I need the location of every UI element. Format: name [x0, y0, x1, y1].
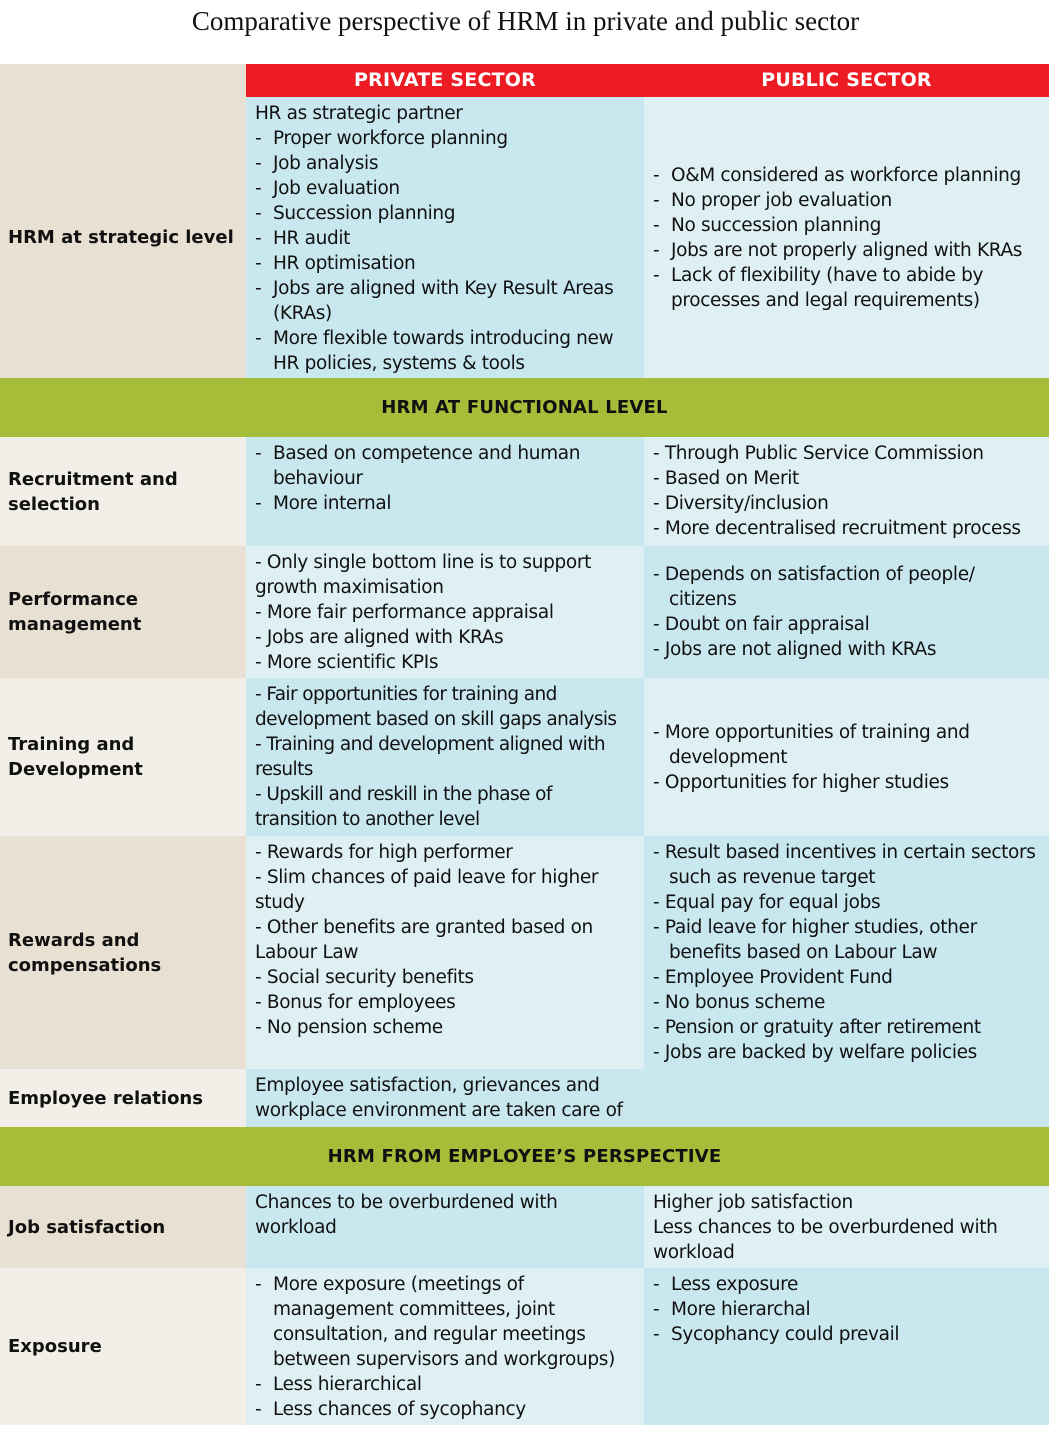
public-cell — [644, 1268, 1049, 1425]
list-item: - No bonus scheme — [653, 992, 825, 1013]
row-label: Job satisfaction — [0, 1186, 246, 1268]
bullet-list — [255, 550, 636, 675]
comparison-table — [0, 64, 1049, 1425]
private-cell — [246, 836, 644, 1069]
row-label: Employee relations — [0, 1069, 246, 1127]
list-item: - Pension or gratuity after retirement — [653, 1017, 981, 1038]
public-cell — [644, 437, 1049, 546]
list-item-text: Jobs are aligned with Key Result Areas (KRAs) — [273, 278, 614, 324]
dash-bullet-icon: - — [255, 1274, 262, 1295]
list-item: - More decentralised recruitment process — [653, 518, 1021, 539]
dash-bullet-icon: - — [255, 493, 262, 514]
row-job-satisfaction — [0, 1186, 1049, 1268]
public-cell — [644, 1186, 1049, 1268]
row-employee-relations — [0, 1069, 1049, 1127]
bullet-list — [255, 126, 636, 376]
list-item: - Training and development aligned with results — [255, 734, 605, 780]
dash-bullet-icon: - — [653, 164, 660, 186]
list-item-text: More flexible towards introducing new HR policies, systems & tools — [273, 328, 614, 374]
list-item — [653, 263, 1041, 313]
list-item: - More scientific KPIs — [255, 652, 439, 673]
cell-intro: HR as strategic partner — [255, 103, 463, 124]
merged-cell — [246, 1069, 1049, 1127]
list-item-text: HR optimisation — [273, 253, 416, 274]
list-item — [255, 491, 636, 516]
list-item: - Opportunities for higher studies — [653, 771, 949, 793]
bullet-list — [653, 163, 1041, 313]
list-item-text: Lack of flexibility (have to abide by processes and legal requirements) — [671, 264, 984, 311]
dash-bullet-icon: - — [653, 1274, 660, 1295]
list-item — [653, 1322, 1041, 1347]
list-item-text: HR audit — [273, 228, 351, 249]
bullet-list — [653, 840, 1041, 1065]
list-item: - Paid leave for higher studies, other benefits based on Labour Law — [653, 917, 977, 963]
public-cell — [644, 546, 1049, 678]
list-item-text: Job analysis — [273, 153, 379, 174]
list-item: - More opportunities of training and development — [653, 721, 970, 768]
bullet-list — [653, 1190, 1041, 1265]
dash-bullet-icon: - — [255, 328, 262, 349]
list-item-text: Less hierarchical — [273, 1374, 422, 1395]
list-item — [255, 441, 636, 491]
row-rewards — [0, 836, 1049, 1069]
private-cell — [246, 546, 644, 678]
public-cell — [644, 678, 1049, 836]
header-row — [0, 64, 1049, 97]
private-cell — [246, 1268, 644, 1425]
list-item-text: Jobs are not properly aligned with KRAs — [671, 239, 1023, 261]
list-item: - Jobs are not aligned with KRAs — [653, 639, 937, 660]
list-item: - Based on Merit — [653, 468, 799, 489]
list-item-text: More hierarchal — [671, 1299, 811, 1320]
dash-bullet-icon: - — [255, 128, 262, 149]
dash-bullet-icon: - — [255, 1374, 262, 1395]
row-label: Exposure — [0, 1268, 246, 1425]
list-item-text: Less exposure — [671, 1274, 798, 1295]
list-item: - Rewards for high performer — [255, 842, 513, 863]
list-item — [255, 226, 636, 251]
list-item — [653, 238, 1041, 263]
list-item — [653, 213, 1041, 238]
row-label: Training and Development — [0, 678, 246, 836]
row-label: Rewards and compensations — [0, 836, 246, 1069]
cell-text: Chances to be overburdened with workload — [255, 1192, 558, 1238]
list-item-text: More internal — [273, 493, 392, 514]
list-item — [653, 163, 1041, 188]
list-item: - Through Public Service Commission — [653, 443, 984, 464]
dash-bullet-icon: - — [255, 278, 262, 299]
bullet-list — [255, 682, 636, 832]
row-training — [0, 678, 1049, 836]
dash-bullet-icon: - — [255, 153, 262, 174]
dash-bullet-icon: - — [255, 228, 262, 249]
row-strategic — [0, 97, 1049, 378]
bullet-list — [653, 720, 1041, 795]
list-item: - Doubt on fair appraisal — [653, 614, 870, 635]
dash-bullet-icon: - — [653, 189, 660, 211]
dash-bullet-icon: - — [653, 1324, 660, 1345]
private-cell — [246, 437, 644, 546]
list-item-text: No succession planning — [671, 214, 882, 236]
list-item — [255, 251, 636, 276]
list-item — [255, 201, 636, 226]
section-band-functional: HRM AT FUNCTIONAL LEVEL — [0, 378, 1049, 437]
list-item: - Jobs are backed by welfare policies — [653, 1042, 977, 1063]
dash-bullet-icon: - — [653, 264, 660, 286]
list-item — [255, 1372, 636, 1397]
list-item: - Upskill and reskill in the phase of transition to another level — [255, 784, 552, 830]
list-item: - Bonus for employees — [255, 992, 456, 1013]
list-item-text: More exposure (meetings of management committees, joint consultation, and regular meetings between supervisors and workgroups) — [273, 1274, 615, 1370]
list-item: - Fair opportunities for training and development based on skill gaps analysis — [255, 684, 617, 730]
dash-bullet-icon: - — [255, 1399, 262, 1420]
dash-bullet-icon: - — [255, 203, 262, 224]
list-item: - No pension scheme — [255, 1017, 443, 1038]
row-label: HRM at strategic level — [0, 97, 246, 378]
list-item — [255, 1272, 636, 1372]
list-item: - More fair performance appraisal — [255, 602, 554, 623]
list-item-text: O&M considered as workforce planning — [671, 164, 1021, 186]
list-item — [255, 151, 636, 176]
row-recruitment — [0, 437, 1049, 546]
bullet-list — [255, 840, 636, 1040]
list-item: - Social security benefits — [255, 967, 474, 988]
dash-bullet-icon: - — [653, 1299, 660, 1320]
page-title: Comparative perspective of HRM in private and public sector — [191, 6, 860, 36]
list-item — [255, 126, 636, 151]
list-item-text: No proper job evaluation — [671, 189, 892, 211]
dash-bullet-icon: - — [255, 178, 262, 199]
list-item — [255, 1397, 636, 1422]
list-item: - Other benefits are granted based on Labour Law — [255, 917, 593, 963]
private-cell — [246, 678, 644, 836]
cell-text: Employee satisfaction, grievances and workplace environment are taken care of — [255, 1075, 623, 1121]
public-cell — [644, 97, 1049, 378]
bullet-list — [653, 562, 1041, 662]
private-cell — [246, 97, 644, 378]
list-item: - Employee Provident Fund — [653, 967, 893, 988]
row-exposure — [0, 1268, 1049, 1425]
header-blank-cell — [0, 64, 246, 97]
list-item-text: Based on competence and human behaviour — [273, 443, 581, 489]
row-label: Recruitment and selection — [0, 437, 246, 546]
dash-bullet-icon: - — [255, 253, 262, 274]
list-item: - Only single bottom line is to support growth maximisation — [255, 552, 592, 598]
list-item-text: Job evaluation — [273, 178, 400, 199]
bullet-list — [255, 441, 636, 516]
dash-bullet-icon: - — [255, 443, 262, 464]
section-band-employee: HRM FROM EMPLOYEE’S PERSPECTIVE — [0, 1127, 1049, 1186]
row-performance — [0, 546, 1049, 678]
list-item-text: Succession planning — [273, 203, 456, 224]
bullet-list — [653, 441, 1041, 541]
list-item-text: Sycophancy could prevail — [671, 1324, 900, 1345]
public-cell — [644, 836, 1049, 1069]
list-item — [653, 1272, 1041, 1297]
list-item: - Equal pay for equal jobs — [653, 892, 881, 913]
bullet-list — [255, 1272, 636, 1422]
dash-bullet-icon: - — [653, 239, 660, 261]
list-item: - Result based incentives in certain sectors such as revenue target — [653, 842, 1036, 888]
list-item: - Slim chances of paid leave for higher study — [255, 867, 599, 913]
list-item-text: Proper workforce planning — [273, 128, 508, 149]
list-item — [255, 176, 636, 201]
list-item: - Diversity/inclusion — [653, 493, 829, 514]
list-item: - Jobs are aligned with KRAs — [255, 627, 504, 648]
column-header-private: PRIVATE SECTOR — [246, 64, 644, 97]
bullet-list — [653, 1272, 1041, 1347]
list-item-text: Less chances of sycophancy — [273, 1399, 526, 1420]
list-item — [255, 276, 636, 326]
column-header-public: PUBLIC SECTOR — [644, 64, 1049, 97]
list-item: Less chances to be overburdened with workload — [653, 1217, 998, 1263]
dash-bullet-icon: - — [653, 214, 660, 236]
private-cell — [246, 1186, 644, 1268]
list-item: Higher job satisfaction — [653, 1192, 853, 1213]
list-item: - Depends on satisfaction of people/ citizens — [653, 564, 975, 610]
list-item — [653, 1297, 1041, 1322]
list-item — [653, 188, 1041, 213]
row-label: Performance management — [0, 546, 246, 678]
list-item — [255, 326, 636, 376]
